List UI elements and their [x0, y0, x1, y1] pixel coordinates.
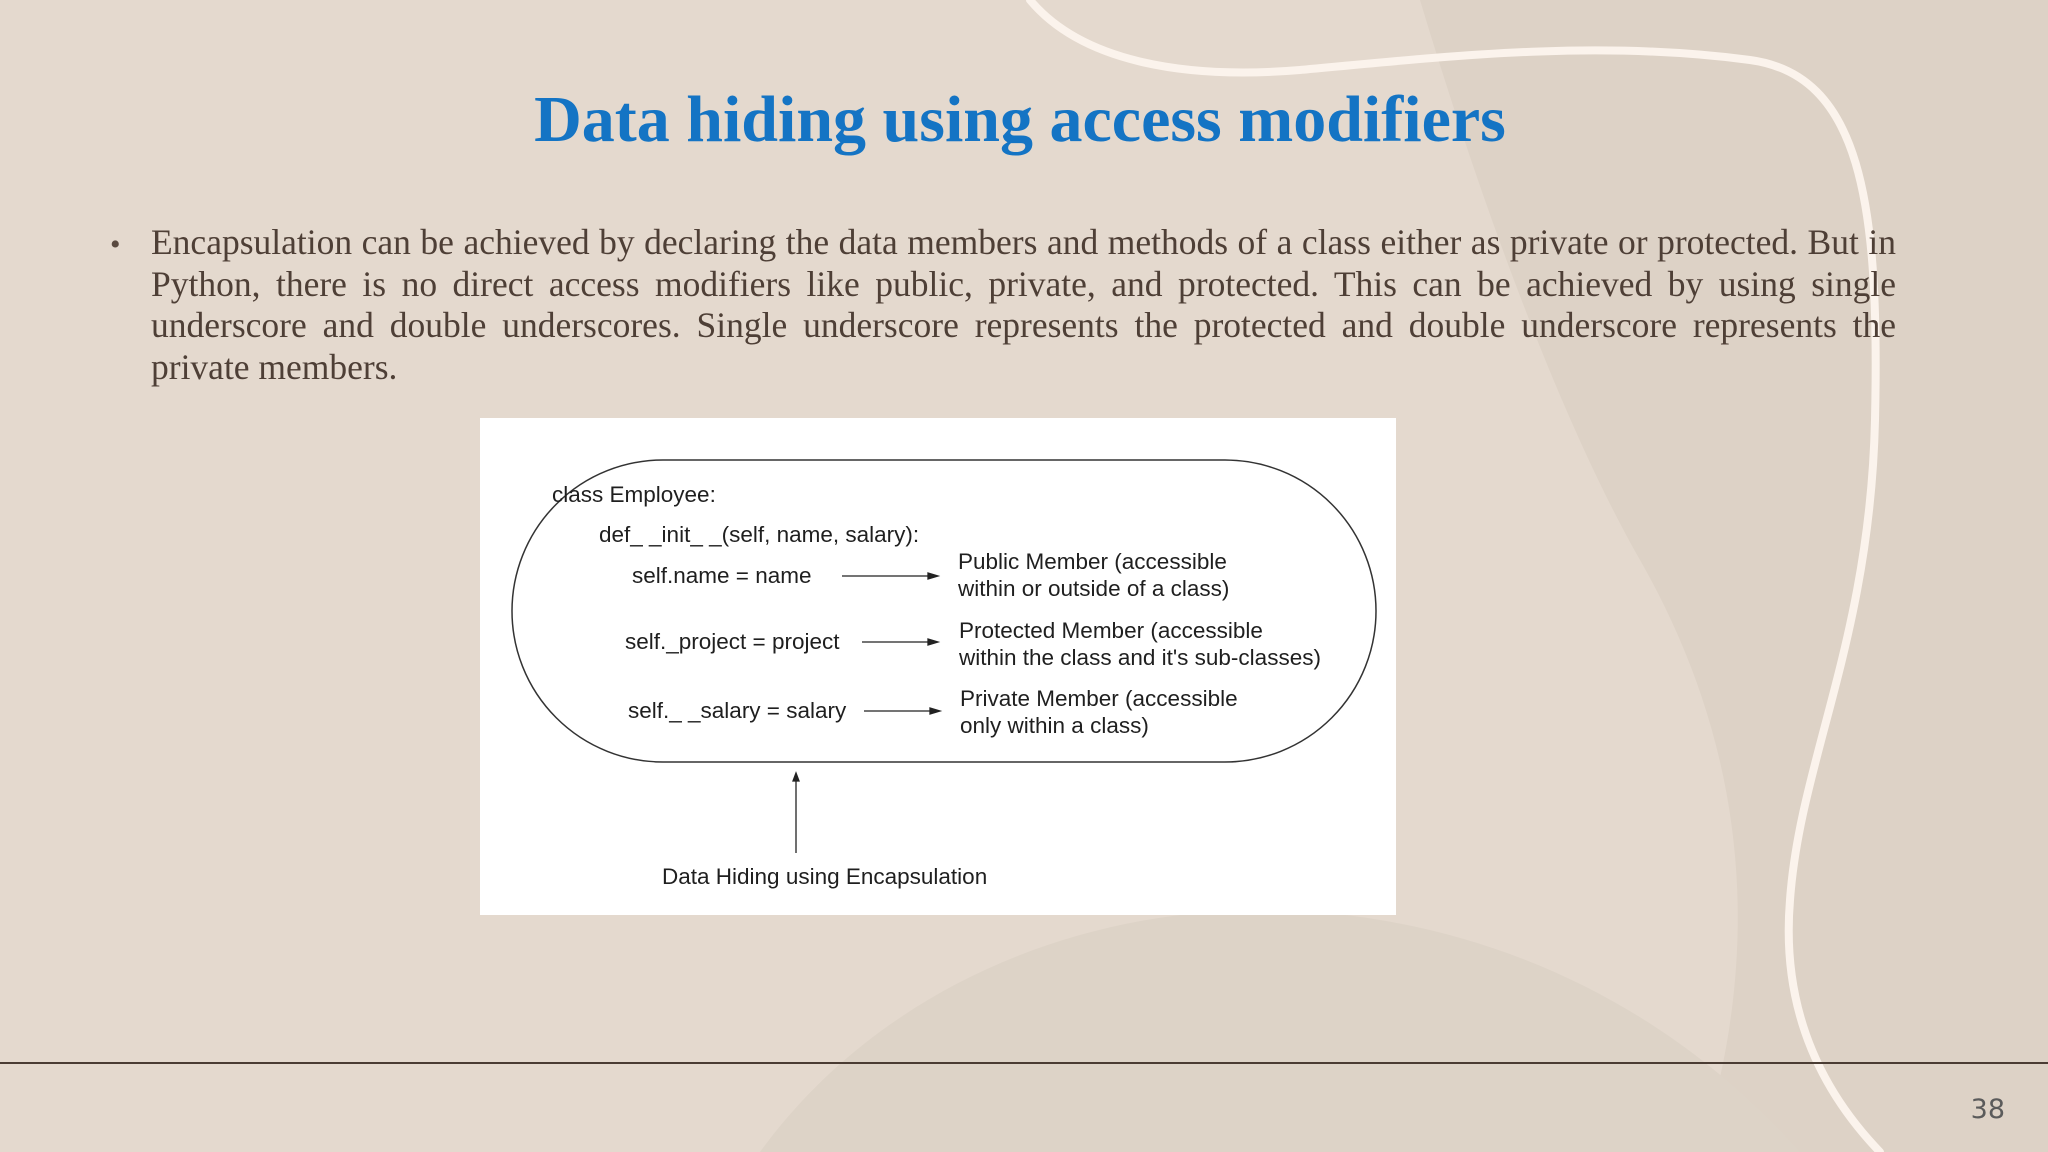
slide-title: Data hiding using access modifiers	[534, 83, 1506, 156]
background-wave	[760, 910, 1800, 1152]
page-number: 38	[1970, 1094, 2005, 1125]
public-member-code: self.name = name	[632, 563, 812, 588]
encapsulation-figure	[480, 418, 1396, 915]
private-member-desc-line1: Private Member (accessible	[960, 686, 1238, 711]
public-member-desc-line2: within or outside of a class)	[958, 576, 1230, 601]
init-method: def_ _init_ _(self, name, salary):	[599, 522, 920, 547]
footer-divider	[0, 1062, 2048, 1064]
bullet-text: Encapsulation can be achieved by declaring the data members and methods of a class either as private or protected. But in Python, there is no direct access modifiers like public, private, and protected. This can be achieved by using single underscore and double underscores. Single underscore represents the protected and double underscore represents the private members.	[151, 222, 1896, 387]
protected-member-code: self._project = project	[625, 629, 840, 654]
protected-member-desc-line1: Protected Member (accessible	[959, 618, 1263, 643]
bullet-marker: •	[110, 228, 121, 261]
figure-caption: Data Hiding using Encapsulation	[662, 864, 988, 889]
public-member-desc-line1: Public Member (accessible	[958, 549, 1227, 574]
class-declaration: class Employee:	[552, 482, 716, 507]
private-member-desc-line2: only within a class)	[960, 713, 1149, 738]
private-member-code: self._ _salary = salary	[628, 698, 847, 723]
protected-member-desc-line2: within the class and it's sub-classes)	[959, 645, 1321, 670]
bullet-list	[110, 222, 1896, 388]
